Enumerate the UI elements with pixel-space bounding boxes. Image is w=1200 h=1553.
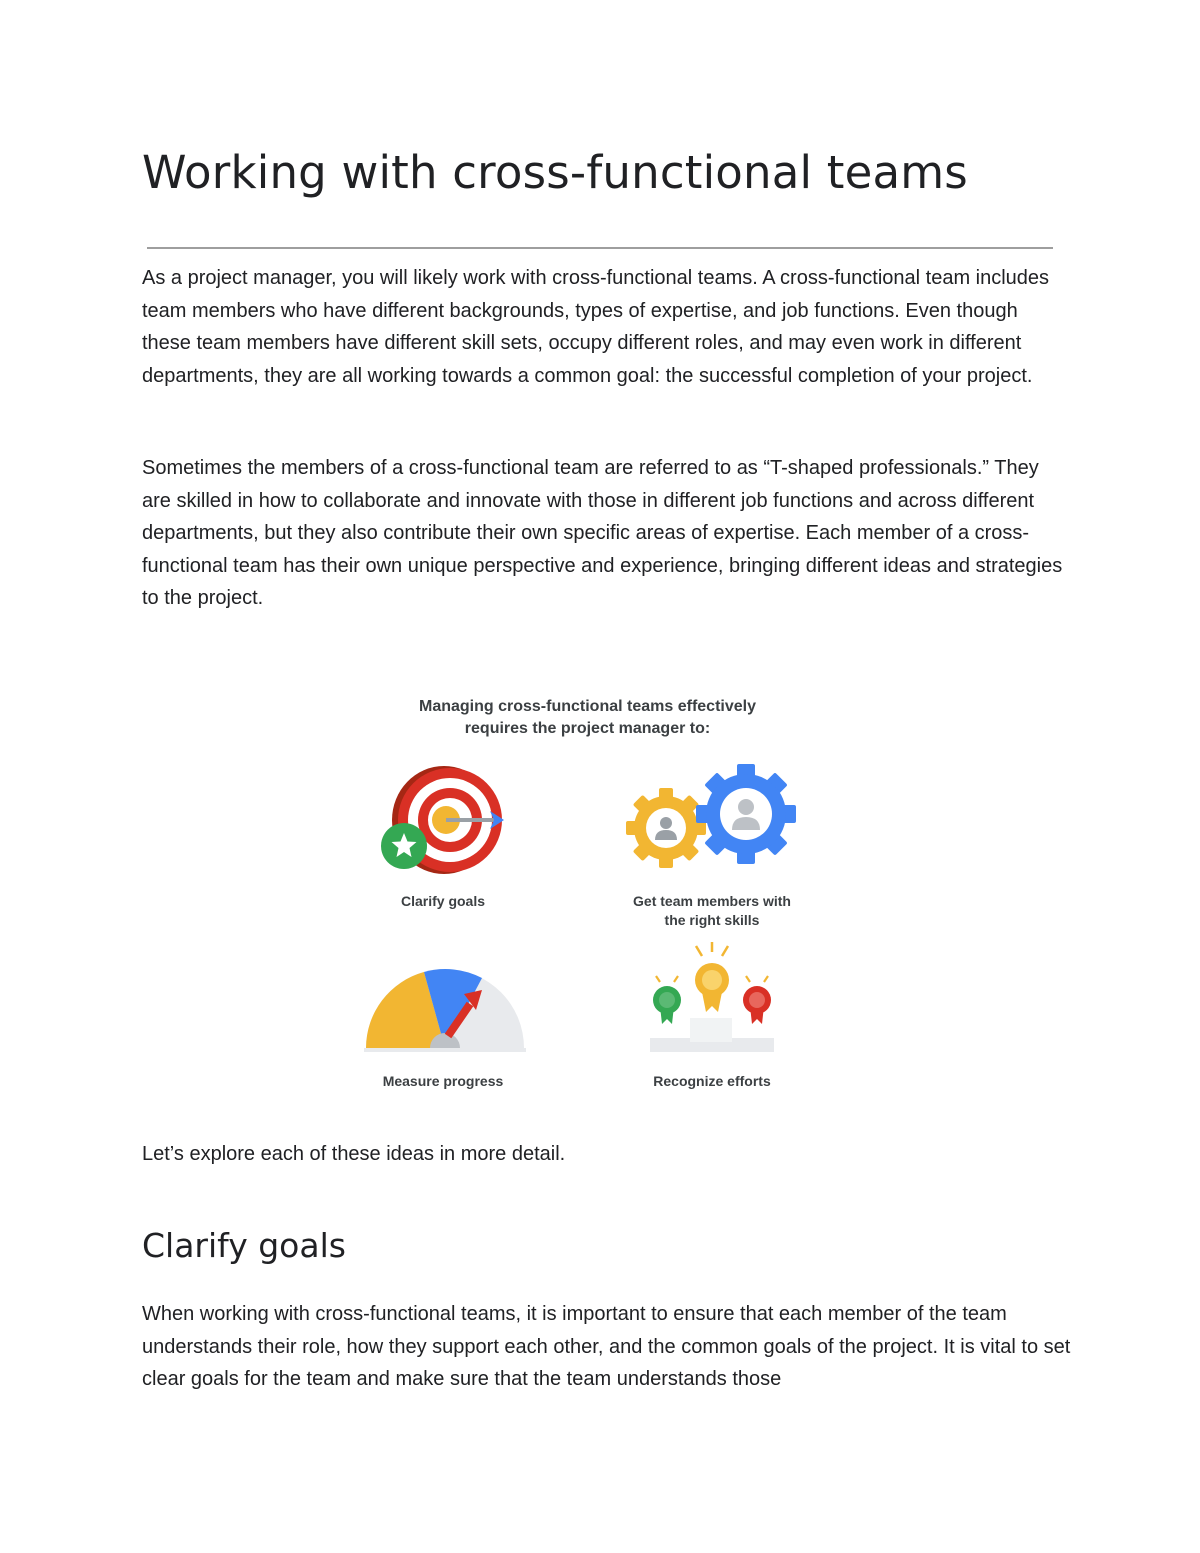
infographic (350, 690, 850, 1110)
clarify-goals-paragraph: When working with cross-functional teams, it is important to ensure that each member of the team understands their role, how they support each other, and the common goals of the project. It is vital to set clear goals for the team and make sure that the team understands those (142, 1303, 1071, 1391)
progress-gauge-icon (364, 968, 526, 1054)
t-shaped-paragraph: Sometimes the members of a cross-functional team are referred to as “T-shaped professionals.” They are skilled in how to collaborate and innovate with those in different job functions and across different departments, but they also contribute their own specific areas of expertise. Each member of a cross-functional team has their own unique perspective and experience, bringing different ideas and strategies to the project. (142, 457, 1063, 610)
gears-people-icon (626, 764, 801, 872)
section-heading-clarify-goals: Clarify goals (142, 1226, 346, 1265)
caption-clarify-goals: Clarify goals (400, 893, 486, 909)
infographic-title-line1: Managing cross-functional teams effectively (419, 698, 756, 715)
infographic-title (350, 696, 825, 740)
transition-paragraph: Let’s explore each of these ideas in more detail. (142, 1143, 566, 1165)
page-title: Working with cross-functional teams (142, 146, 968, 199)
target-icon (378, 764, 513, 874)
infographic-title-line2: requires the project manager to: (464, 720, 711, 737)
medals-podium-icon (646, 942, 776, 1056)
title-divider (147, 247, 1053, 249)
caption-measure-progress: Measure progress (382, 1073, 504, 1089)
intro-paragraph: As a project manager, you will likely work with cross-functional teams. A cross-functional team includes team members who have different backgrounds, types of expertise, and job functions. Even though these team members have different skill sets, occupy different roles, and may even work in different departments, they are all working towards a common goal: the successful completion of your project. (142, 267, 1050, 387)
caption-recognize-efforts: Recognize efforts (653, 1073, 771, 1089)
caption-right-skills: Get team members with the right skills (633, 893, 791, 928)
